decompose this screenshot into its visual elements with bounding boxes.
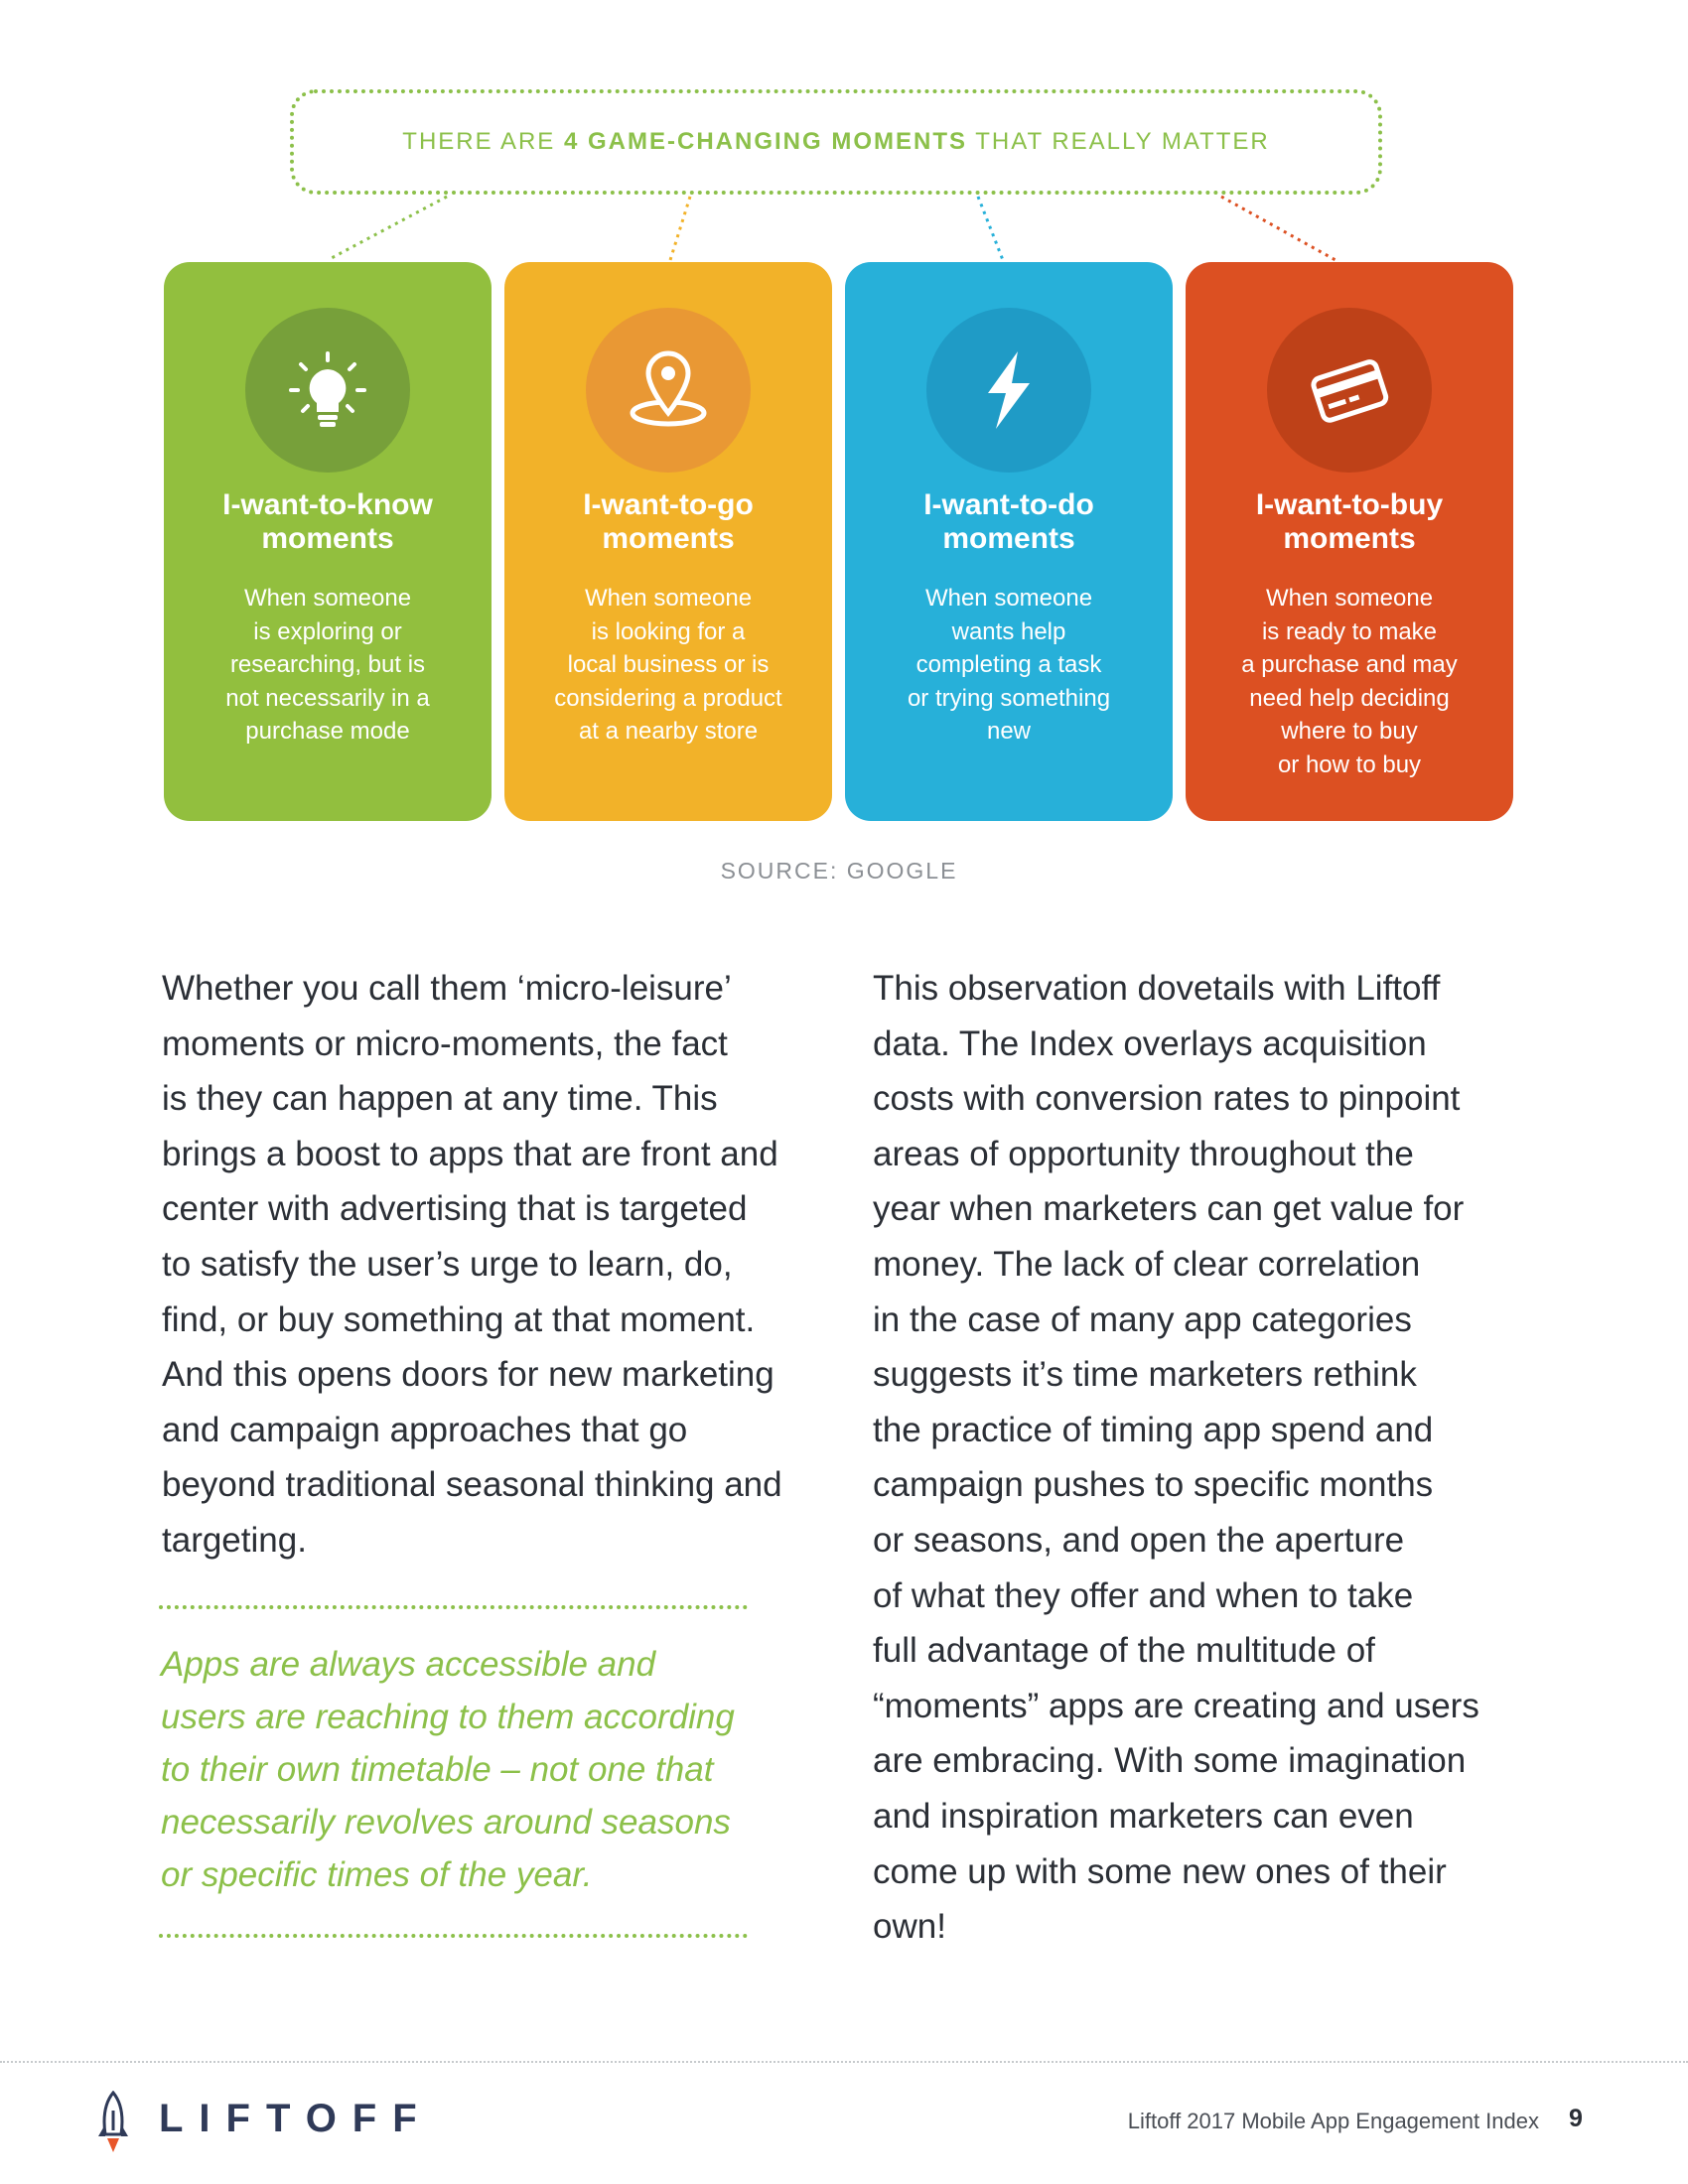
card-description: When someone is ready to make a purchase and may need help deciding where to buy or how to buy [1241,585,1458,778]
card-description: When someone is exploring or researching, but is not necessarily in a purchase mode [225,585,430,745]
connector-buy [1221,197,1336,260]
footer-divider [0,2061,1688,2063]
card-i-want-to-go [504,262,832,821]
quote-divider-bottom [159,1934,748,1938]
credit-card-icon [1267,308,1432,473]
footer-title: Liftoff 2017 Mobile App Engagement Index [1127,2109,1539,2133]
card-title: I-want-to-go moments [583,488,754,555]
lightbulb-icon [245,308,410,473]
card-description: When someone is looking for a local business or is considering a product at a nearby store [554,585,782,745]
headline-emphasis: 4 GAME-CHANGING MOMENTS [563,128,967,155]
source-caption: SOURCE: GOOGLE [720,858,958,884]
rocket-icon [95,2091,131,2154]
connector-know [328,197,447,260]
card-title: I-want-to-know moments [222,488,433,555]
card-i-want-to-buy [1186,262,1513,821]
card-i-want-to-do [845,262,1173,821]
page-number: 9 [1569,2105,1583,2132]
lightning-bolt-icon [926,308,1091,473]
card-i-want-to-know [164,262,492,821]
card-title: I-want-to-buy moments [1255,488,1444,555]
quote-divider-top [159,1605,748,1609]
card-description: When someone wants help completing a task or trying something new [907,585,1111,745]
left-column-text: Whether you call them ‘micro-leisure’ moments or micro-moments, the fact is they can happen at any time. This brings a boost to apps that are front and center with advertising that is targeted to satisfy the user’s urge to learn, do, find, or buy something at that moment. And this opens doors for new marketing and campaign approaches that go beyond traditional seasonal thinking and targeting. [162,969,782,1560]
card-title: I-want-to-do moments [923,488,1094,555]
connector-do [978,197,1003,260]
liftoff-logo: LIFTOFF [159,2097,433,2140]
pull-quote: Apps are always accessible and users are reaching to them according to their own timetable – not one that necessarily revolves around seasons or specific times of the year. [161,1645,735,1894]
map-pin-icon [586,308,751,473]
headline-prefix: THERE ARE [402,128,564,155]
connector-go [670,197,690,260]
connector-lines [0,0,1688,298]
right-column-text: This observation dovetails with Liftoff data. The Index overlays acquisition costs with conversion rates to pinpoint areas of opportunity throughout the year when marketers can get value for money. The lack of clear correlation in the case of many app categories suggests it’s time marketers rethink the practice of timing app spend and campaign pushes to specific months or seasons, and open the aperture of what they offer and when to take full advantage of the multitude of “moments” apps are creating and users are embracing. With some imagination and inspiration marketers can even come up with some new ones of their own! [873,969,1479,1947]
headline-suffix: THAT REALLY MATTER [966,128,1270,155]
